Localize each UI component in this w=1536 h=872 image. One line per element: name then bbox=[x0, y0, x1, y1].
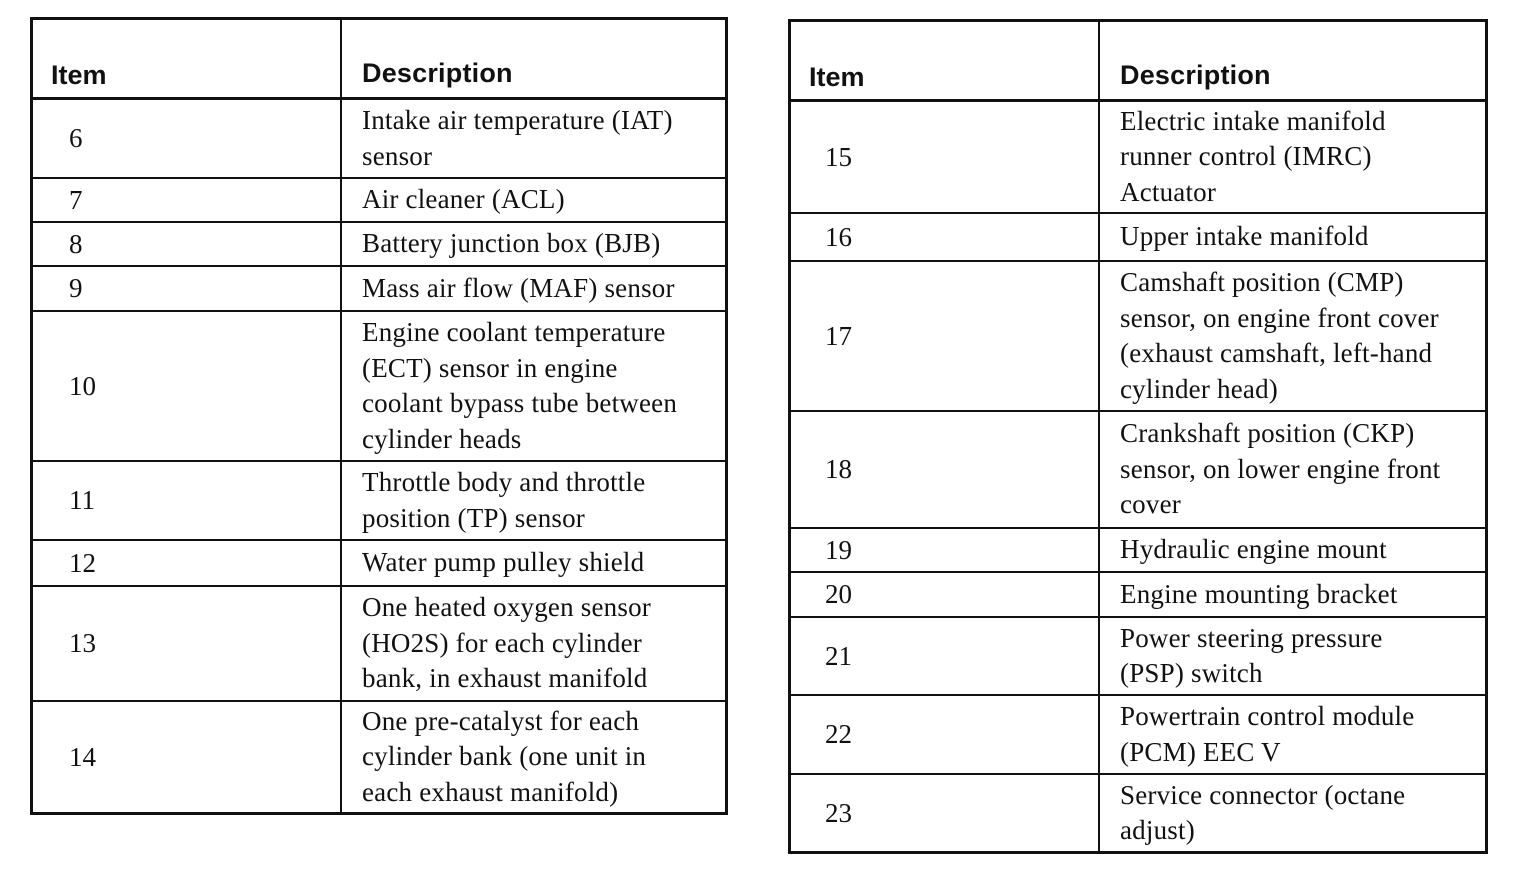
description-column-header: Description bbox=[1120, 59, 1271, 90]
table-row bbox=[33, 702, 725, 812]
item-number: 7 bbox=[69, 184, 83, 215]
table-row bbox=[791, 214, 1485, 262]
item-description: Service connector (octane adjust) bbox=[1120, 779, 1406, 845]
table-row bbox=[33, 223, 725, 267]
item-number: 18 bbox=[825, 454, 852, 484]
table-row bbox=[791, 102, 1485, 214]
item-description: Battery junction box (BJB) bbox=[362, 228, 661, 259]
item-number: 22 bbox=[825, 719, 852, 749]
table-row bbox=[33, 462, 725, 541]
item-number: 13 bbox=[69, 628, 96, 658]
item-number: 6 bbox=[69, 123, 83, 153]
item-number: 8 bbox=[69, 228, 83, 259]
item-column-header: Item bbox=[809, 62, 865, 92]
table-row bbox=[33, 541, 725, 587]
parts-table-left bbox=[30, 17, 728, 815]
table-row bbox=[791, 262, 1485, 412]
table-row bbox=[791, 696, 1485, 775]
item-description: Camshaft position (CMP) sensor, on engine front cover (exhaust camshaft, left-hand cylinder head) bbox=[1120, 267, 1439, 404]
item-description: Electric intake manifold runner control (IMRC) Actuator bbox=[1120, 105, 1386, 207]
item-description: Powertrain control module (PCM) EEC V bbox=[1120, 701, 1415, 767]
item-description: Mass air flow (MAF) sensor bbox=[362, 272, 675, 303]
table-row bbox=[791, 529, 1485, 573]
item-description: Hydraulic engine mount bbox=[1120, 534, 1387, 565]
table-row bbox=[791, 618, 1485, 696]
item-description: Intake air temperature (IAT) sensor bbox=[362, 105, 673, 171]
table-header-row bbox=[33, 20, 725, 100]
item-description: Engine coolant temperature (ECT) sensor in engine coolant bypass tube between cylinder heads bbox=[362, 317, 678, 454]
table-row bbox=[33, 267, 725, 312]
item-number: 12 bbox=[69, 547, 96, 578]
description-column-header: Description bbox=[362, 57, 513, 88]
item-description: One pre-catalyst for each cylinder bank (one unit in each exhaust manifold) bbox=[362, 705, 647, 807]
item-number: 16 bbox=[825, 221, 852, 252]
table-row bbox=[33, 179, 725, 223]
item-number: 9 bbox=[69, 273, 83, 303]
table-row bbox=[33, 100, 725, 179]
table-row bbox=[791, 775, 1485, 851]
parts-table-right bbox=[788, 19, 1488, 854]
item-description: Water pump pulley shield bbox=[362, 547, 645, 578]
item-number: 23 bbox=[825, 797, 852, 828]
item-number: 10 bbox=[69, 370, 96, 401]
item-description: Upper intake manifold bbox=[1120, 221, 1369, 252]
table-header-row bbox=[791, 22, 1485, 102]
table-row bbox=[33, 587, 725, 702]
item-number: 14 bbox=[69, 741, 96, 772]
table-row bbox=[791, 412, 1485, 529]
item-number: 20 bbox=[825, 579, 852, 609]
item-description: Air cleaner (ACL) bbox=[362, 184, 565, 215]
item-number: 15 bbox=[825, 141, 852, 172]
item-number: 21 bbox=[825, 640, 852, 671]
item-description: Power steering pressure (PSP) switch bbox=[1120, 622, 1383, 688]
table-row bbox=[33, 312, 725, 462]
item-number: 17 bbox=[825, 320, 852, 351]
item-number: 19 bbox=[825, 534, 852, 565]
item-description: Crankshaft position (CKP) sensor, on lower engine front cover bbox=[1120, 418, 1441, 520]
item-description: Engine mounting bracket bbox=[1120, 578, 1398, 609]
item-number: 11 bbox=[69, 485, 95, 515]
table-row bbox=[791, 573, 1485, 618]
item-description: Throttle body and throttle position (TP) sensor bbox=[362, 467, 646, 533]
item-column-header: Item bbox=[51, 60, 107, 90]
item-description: One heated oxygen sensor (HO2S) for each cylinder bank, in exhaust manifold bbox=[362, 592, 651, 694]
